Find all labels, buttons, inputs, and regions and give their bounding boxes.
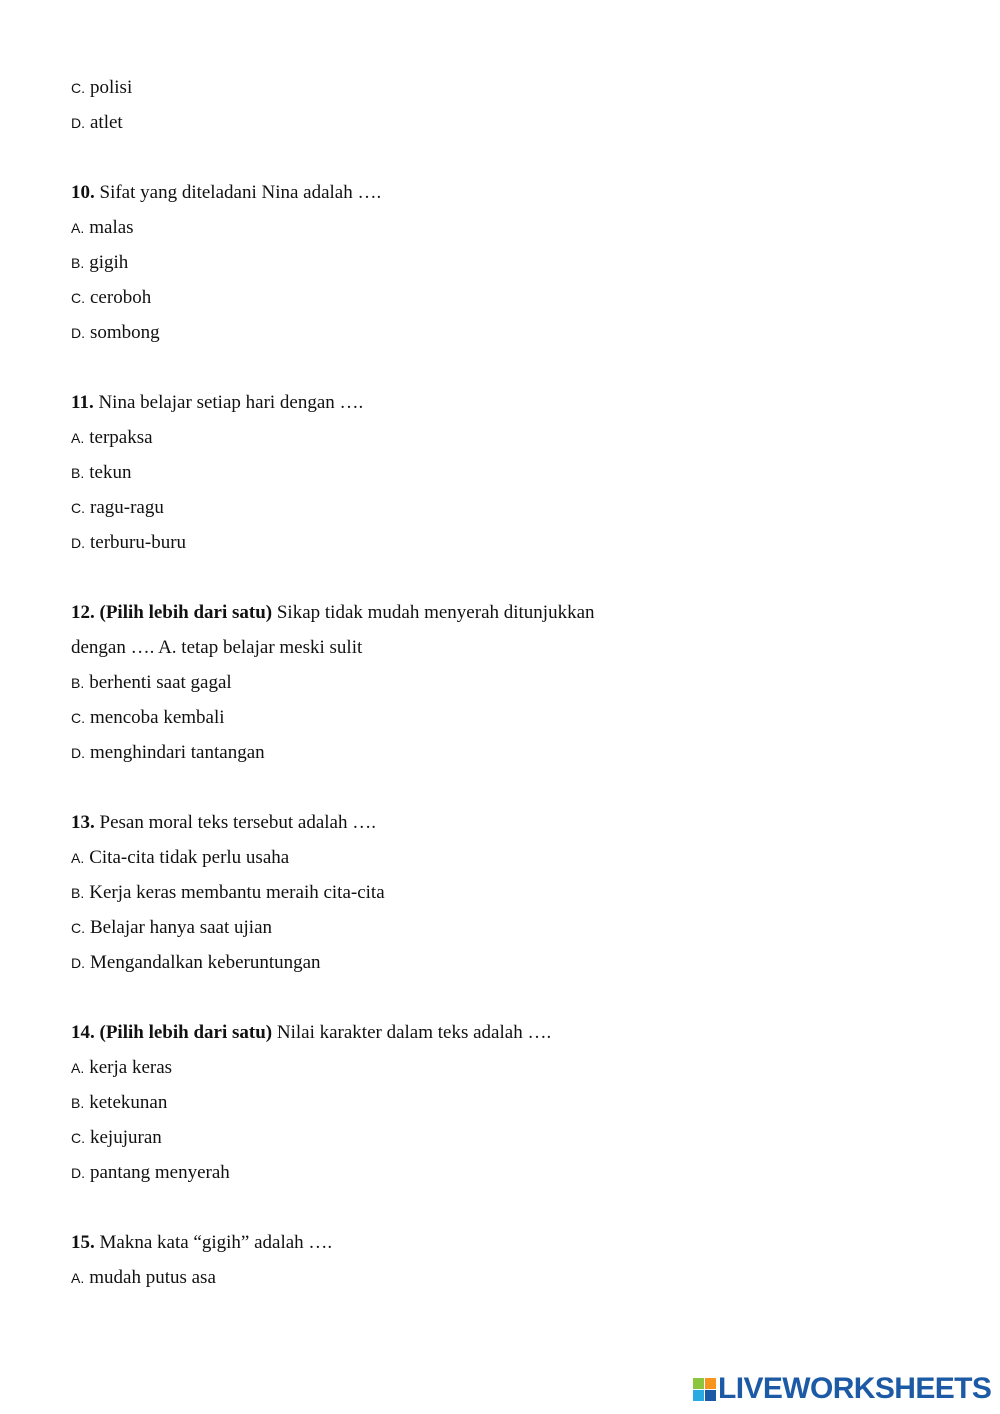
- option-text: pantang menyerah: [90, 1162, 230, 1183]
- worksheet-page: [71, 70, 951, 1295]
- question-number: 11.: [71, 392, 94, 413]
- question-continuation-text: dengan …. A. tetap belajar meski sulit: [71, 637, 363, 658]
- option-d[interactable]: [71, 525, 951, 560]
- option-b[interactable]: [71, 1085, 951, 1120]
- option-letter: C.: [71, 920, 85, 936]
- option-c[interactable]: [71, 700, 951, 735]
- option-letter: B.: [71, 1095, 85, 1111]
- option-c[interactable]: [71, 1120, 951, 1155]
- question-number: 10.: [71, 182, 95, 203]
- logo-square-icon: [705, 1390, 716, 1401]
- option-letter: D.: [71, 1165, 85, 1181]
- option-text: ketekunan: [89, 1092, 168, 1113]
- question-number: 13.: [71, 812, 95, 833]
- option-text: ceroboh: [90, 287, 152, 308]
- option-letter: D.: [71, 955, 85, 971]
- question-text: Sikap tidak mudah menyerah ditunjukkan: [276, 602, 595, 623]
- logo-square-icon: [705, 1378, 716, 1389]
- spacer: [71, 350, 951, 385]
- option-d[interactable]: [71, 735, 951, 770]
- option-letter: A.: [71, 220, 85, 236]
- question-text: Sifat yang diteladani Nina adalah ….: [99, 182, 382, 203]
- option-c[interactable]: [71, 280, 951, 315]
- option-a[interactable]: [71, 210, 951, 245]
- option-text: Cita-cita tidak perlu usaha: [89, 847, 290, 868]
- option-b[interactable]: [71, 455, 951, 490]
- option-d[interactable]: [71, 945, 951, 980]
- option-c[interactable]: [71, 70, 951, 105]
- liveworksheets-logo[interactable]: [693, 1372, 991, 1406]
- question-number: 12.: [71, 602, 95, 623]
- question-text: Pesan moral teks tersebut adalah ….: [99, 812, 376, 833]
- option-a[interactable]: [71, 1260, 951, 1295]
- option-text: kejujuran: [90, 1127, 162, 1148]
- option-d[interactable]: [71, 315, 951, 350]
- option-b[interactable]: [71, 665, 951, 700]
- question-15: [71, 1225, 951, 1260]
- option-d[interactable]: [71, 105, 951, 140]
- spacer: [71, 770, 951, 805]
- option-text: menghindari tantangan: [90, 742, 265, 763]
- question-text: Nilai karakter dalam teks adalah ….: [276, 1022, 552, 1043]
- option-c[interactable]: [71, 490, 951, 525]
- option-text: terpaksa: [89, 427, 153, 448]
- question-text: Nina belajar setiap hari dengan ….: [98, 392, 364, 413]
- question-number: 14.: [71, 1022, 95, 1043]
- option-letter: A.: [71, 1270, 85, 1286]
- option-a[interactable]: [71, 1050, 951, 1085]
- question-text: Makna kata “gigih” adalah ….: [99, 1232, 333, 1253]
- option-text: mencoba kembali: [90, 707, 225, 728]
- option-letter: B.: [71, 675, 85, 691]
- spacer: [71, 1190, 951, 1225]
- option-letter: D.: [71, 115, 85, 131]
- option-letter: C.: [71, 290, 85, 306]
- option-text: Kerja keras membantu meraih cita-cita: [89, 882, 385, 903]
- option-letter: A.: [71, 430, 85, 446]
- question-continuation: [71, 630, 951, 665]
- question-tag: (Pilih lebih dari satu): [99, 1022, 273, 1043]
- spacer: [71, 980, 951, 1015]
- question-11: [71, 385, 951, 420]
- option-letter: C.: [71, 1130, 85, 1146]
- option-text: gigih: [89, 252, 129, 273]
- option-text: atlet: [90, 112, 123, 133]
- logo-square-icon: [693, 1390, 704, 1401]
- option-text: kerja keras: [89, 1057, 173, 1078]
- option-b[interactable]: [71, 245, 951, 280]
- option-b[interactable]: [71, 875, 951, 910]
- question-13: [71, 805, 951, 840]
- option-letter: D.: [71, 535, 85, 551]
- option-text: ragu-ragu: [90, 497, 164, 518]
- option-a[interactable]: [71, 840, 951, 875]
- option-c[interactable]: [71, 910, 951, 945]
- option-letter: B.: [71, 465, 85, 481]
- question-12: [71, 595, 951, 630]
- option-text: tekun: [89, 462, 132, 483]
- option-letter: C.: [71, 710, 85, 726]
- option-letter: C.: [71, 80, 85, 96]
- spacer: [71, 560, 951, 595]
- question-tag: (Pilih lebih dari satu): [99, 602, 273, 623]
- logo-text: LIVEWORKSHEETS: [718, 1372, 992, 1405]
- option-letter: A.: [71, 850, 85, 866]
- option-letter: B.: [71, 885, 85, 901]
- option-text: berhenti saat gagal: [89, 672, 232, 693]
- option-text: Belajar hanya saat ujian: [90, 917, 273, 938]
- option-text: Mengandalkan keberuntungan: [90, 952, 321, 973]
- logo-square-icon: [693, 1378, 704, 1389]
- option-text: mudah putus asa: [89, 1267, 216, 1288]
- option-a[interactable]: [71, 420, 951, 455]
- question-14: [71, 1015, 951, 1050]
- question-10: [71, 175, 951, 210]
- option-letter: C.: [71, 500, 85, 516]
- spacer: [71, 140, 951, 175]
- option-text: malas: [89, 217, 134, 238]
- option-letter: D.: [71, 745, 85, 761]
- option-letter: A.: [71, 1060, 85, 1076]
- question-number: 15.: [71, 1232, 95, 1253]
- option-text: terburu-buru: [90, 532, 187, 553]
- option-text: polisi: [90, 77, 133, 98]
- option-d[interactable]: [71, 1155, 951, 1190]
- logo-grid-icon: [693, 1378, 716, 1401]
- option-text: sombong: [90, 322, 160, 343]
- option-letter: B.: [71, 255, 85, 271]
- option-letter: D.: [71, 325, 85, 341]
